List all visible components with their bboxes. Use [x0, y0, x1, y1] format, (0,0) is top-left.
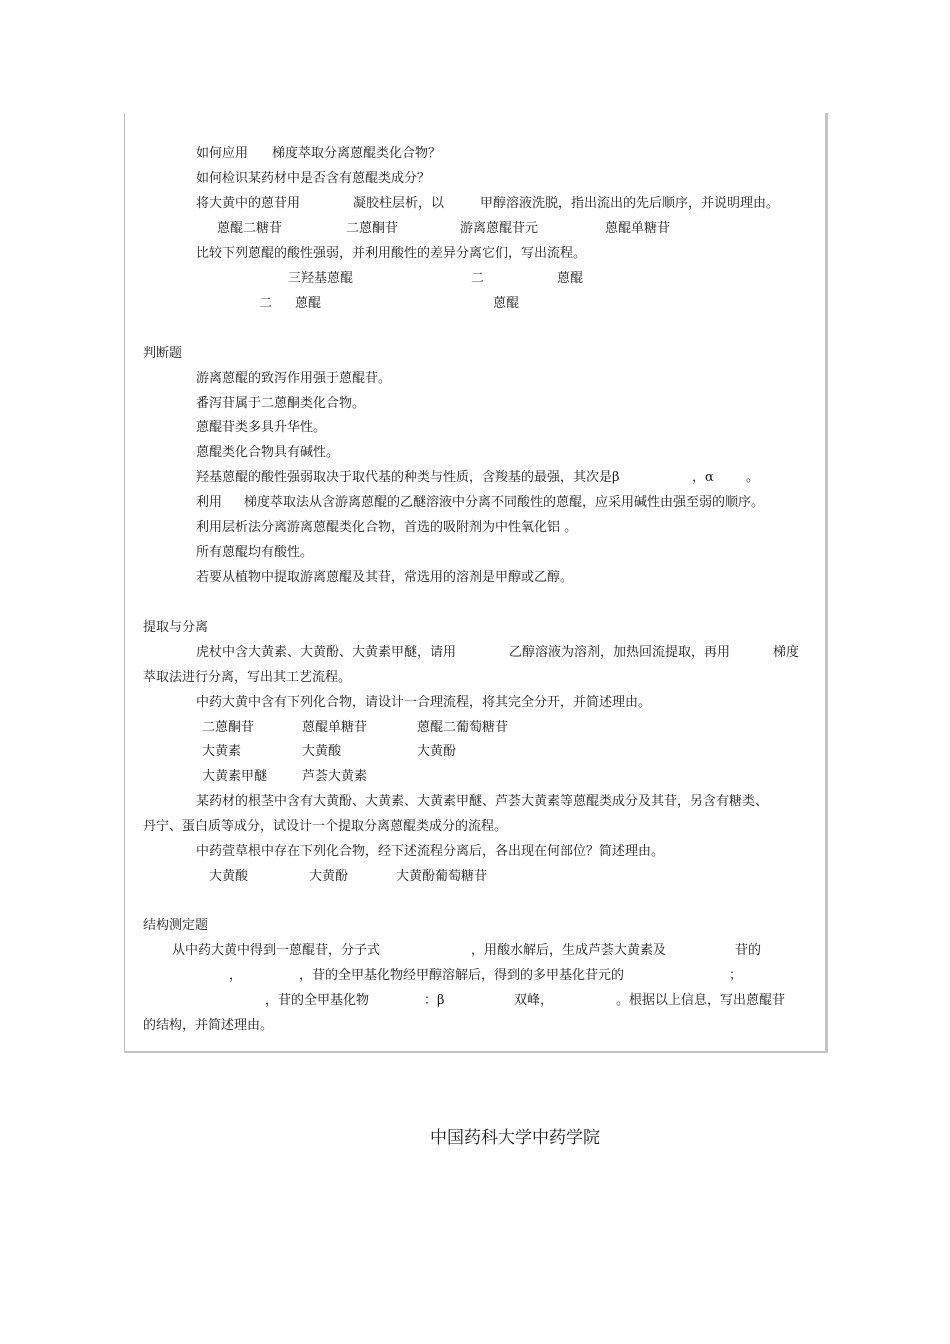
judge-item [0, 495, 950, 511]
judge-item [0, 371, 950, 387]
text-segment: 。 [746, 470, 760, 485]
text-segment: 萃取法进行分离，写出其工艺流程。 [143, 670, 352, 685]
text-segment: ，苷的全甲基化物经甲醇溶解后，得到的多甲基化苷元的 [299, 968, 625, 983]
text-segment: 利用 [196, 495, 223, 510]
text-segment: 大黄酚 [417, 744, 457, 759]
text-segment: 二 [259, 296, 273, 311]
structure-question [0, 968, 950, 984]
compound-list [0, 296, 950, 312]
text-segment: 乙醇溶液为溶剂，加热回流提取，再用 [509, 645, 731, 660]
text-segment: 苷的 [735, 943, 762, 958]
judge-item [0, 545, 950, 561]
text-segment: 梯度 [773, 645, 800, 660]
compound-list [0, 769, 950, 785]
text-segment: 甲醇溶液洗脱，指出流出的先后顺序，并说明理由。 [480, 196, 780, 211]
compound-list [0, 720, 950, 736]
text-segment: 若要从植物中提取游离蒽醌及其苷，常选用的溶剂是甲醇或乙醇。 [196, 570, 574, 585]
text-segment: 如何应用 [196, 146, 249, 161]
judge-item [0, 396, 950, 412]
text-segment: 大黄酚葡萄糖苷 [396, 869, 488, 884]
text-segment: 游离蒽醌的致泻作用强于蒽醌苷。 [196, 371, 392, 386]
text-segment: 凝胶柱层析，以 [353, 196, 445, 211]
text-segment: ，苷的全甲基化物 [265, 993, 370, 1008]
text-segment: 游离蒽醌苷元 [460, 221, 539, 236]
structure-question [0, 993, 950, 1009]
text-segment: 如何检识某药材中是否含有蒽醌类成分？ [196, 171, 431, 186]
text-segment: 蒽醌 [295, 296, 322, 311]
text-segment: 蒽醌 [557, 271, 584, 286]
judge-item [0, 470, 950, 486]
text-segment: 。根据以上信息，写出蒽醌苷 [616, 993, 786, 1008]
text-segment: 二蒽酮苷 [202, 720, 255, 735]
text-segment: 大黄酸 [302, 744, 342, 759]
compound-list [0, 271, 950, 287]
text-segment: 比较下列蒽醌的酸性强弱，并利用酸性的差异分离它们，写出流程。 [196, 246, 587, 261]
section-heading-structure: 结构测定题 [143, 918, 209, 933]
text-segment: 二蒽酮苷 [346, 221, 399, 236]
judge-item [0, 570, 950, 586]
text-segment: 大黄素 [202, 744, 242, 759]
text-segment: 将大黄中的蒽苷用 [196, 196, 301, 211]
text-segment: 大黄素甲醚 [202, 769, 268, 784]
judge-item [0, 420, 950, 436]
judge-item [0, 520, 950, 536]
question-line [0, 146, 950, 162]
extract-question [0, 645, 950, 661]
text-segment: 蒽醌苷类多具升华性。 [196, 420, 327, 435]
structure-question [0, 943, 950, 959]
question-line [0, 171, 950, 187]
extract-question [0, 794, 950, 810]
text-segment: ， [229, 968, 243, 983]
text-segment: 利用层析法分离游离蒽醌类化合物，首选的吸附剂为中性氧化铝 。 [196, 520, 578, 535]
compound-list [0, 221, 950, 237]
extract-question [0, 819, 950, 835]
text-segment: 从中药大黄中得到一蒽醌苷，分子式 [172, 943, 381, 958]
extract-question [0, 844, 950, 860]
text-segment: 虎杖中含大黄素、大黄酚、大黄素甲醚，请用 [196, 645, 457, 660]
text-segment: 的结构，并简述理由。 [143, 1018, 274, 1033]
text-segment: 蒽醌二糖苷 [217, 221, 283, 236]
text-segment: 三羟基蒽醌 [288, 271, 354, 286]
text-segment: 大黄酚 [309, 869, 349, 884]
section-heading-extract: 提取与分离 [143, 620, 209, 635]
structure-question [0, 1018, 950, 1034]
text-segment: 芦荟大黄素 [302, 769, 368, 784]
text-segment: 梯度萃取法从含游离蒽醌的乙醚溶液中分离不同酸性的蒽醌，应采用碱性由强至弱的顺序。 [244, 495, 765, 510]
text-segment: 蒽醌单糖苷 [302, 720, 368, 735]
section-heading-judge: 判断题 [143, 346, 183, 361]
text-segment: 大黄酸 [209, 869, 249, 884]
compound-list [0, 869, 950, 885]
text-segment: ：β [424, 993, 445, 1008]
text-segment: 蒽醌单糖苷 [605, 221, 671, 236]
text-segment: ，α [692, 470, 714, 485]
text-segment: 双峰， [514, 993, 554, 1008]
text-segment: 蒽醌 [493, 296, 520, 311]
text-segment: 二 [471, 271, 485, 286]
text-segment: 某药材的根茎中含有大黄酚、大黄素、大黄素甲醚、芦荟大黄素等蒽醌类成分及其苷，另含有糖类、 [196, 794, 769, 809]
text-segment: 梯度萃取分离蒽醌类化合物？ [272, 146, 442, 161]
text-segment: 蒽醌类化合物具有碱性。 [196, 445, 340, 460]
text-segment: 丹宁、蛋白质等成分，试设计一个提取分离蒽醌类成分的流程。 [143, 819, 508, 834]
footer-institution: 中国药科大学中药学院 [430, 1128, 600, 1148]
text-segment: 中药大黄中含有下列化合物，请设计一合理流程，将其完全分开，并简述理由。 [196, 695, 652, 710]
text-segment: 蒽醌二葡萄糖苷 [417, 720, 509, 735]
question-line [0, 196, 950, 212]
text-segment: 所有蒽醌均有酸性。 [196, 545, 314, 560]
judge-item [0, 445, 950, 461]
extract-question [0, 695, 950, 711]
extract-question [0, 670, 950, 686]
text-segment: ； [729, 968, 743, 983]
text-segment: 番泻苷属于二蒽酮类化合物。 [196, 396, 366, 411]
text-segment: 中药萱草根中存在下列化合物，经下述流程分离后，各出现在何部位？简述理由。 [196, 844, 665, 859]
text-segment: 羟基蒽醌的酸性强弱取决于取代基的种类与性质，含羧基的最强，其次是β [196, 470, 620, 485]
text-segment: ，用酸水解后，生成芦荟大黄素及 [471, 943, 667, 958]
compound-list [0, 744, 950, 760]
question-line [0, 246, 950, 262]
